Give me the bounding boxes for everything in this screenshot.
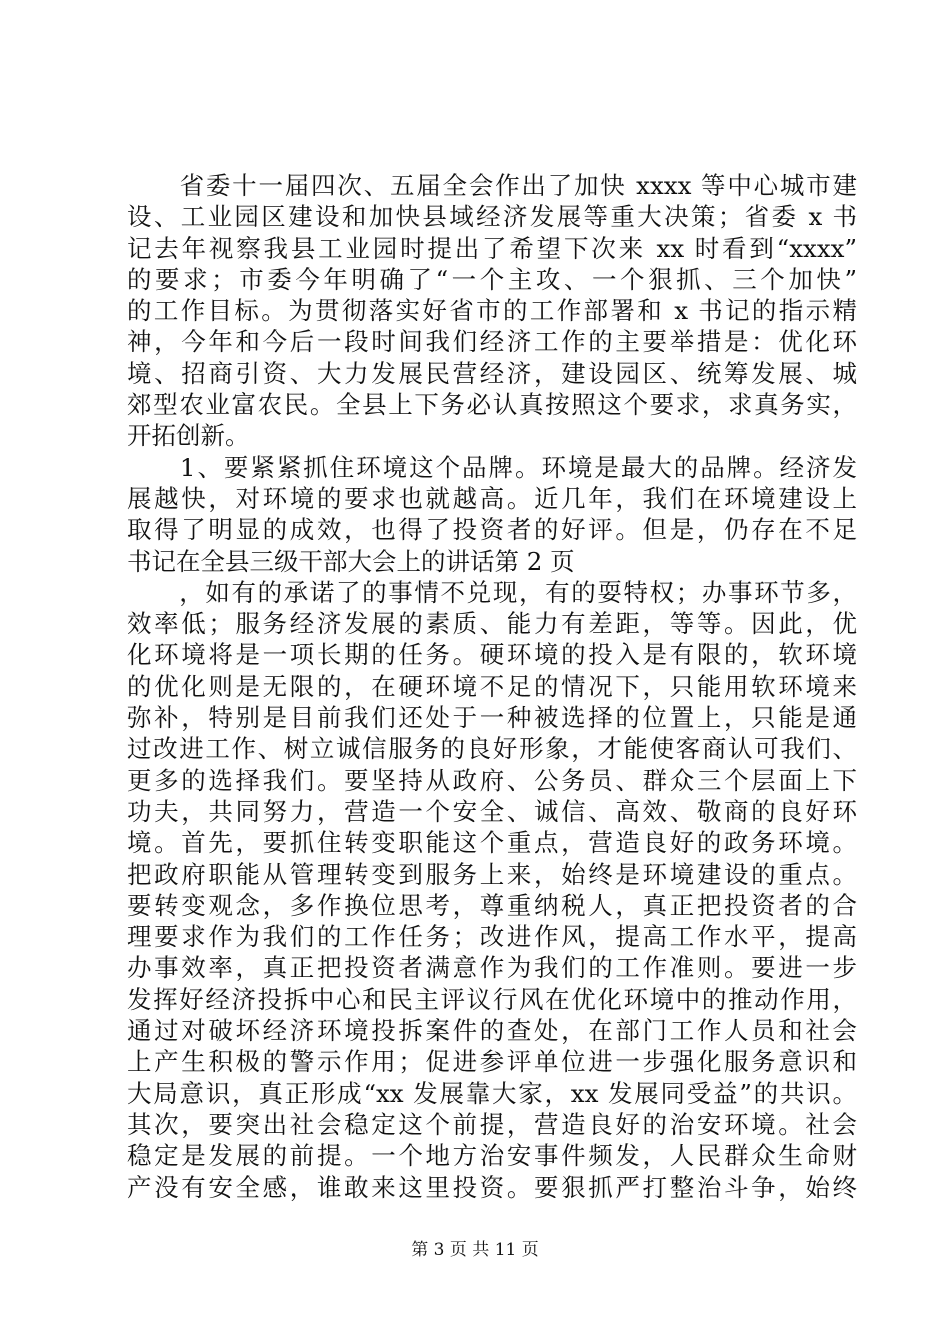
text-line: 更多的选择我们。要坚持从政府、公务员、群众三个层面上下 (127, 765, 857, 795)
text-line: 办事效率，真正把投资者满意作为我们的工作准则。要进一步 (127, 953, 857, 983)
text-line: 通过对破坏经济环境投拆案件的查处，在部门工作人员和社会 (127, 1016, 857, 1046)
text-line: 其次，要突出社会稳定这个前提，营造良好的治安环境。社会 (127, 1109, 857, 1139)
text-line: 展越快，对环境的要求也就越高。近几年，我们在环境建设上 (127, 483, 857, 513)
text-line: 把政府职能从管理转变到服务上来，始终是环境建设的重点。 (127, 859, 857, 889)
text-line: 弥补，特别是目前我们还处于一种被选择的位置上，只能是通 (127, 703, 857, 733)
text-line: 过改进工作、树立诚信服务的良好形象，才能使客商认可我们、 (127, 734, 857, 764)
text-line: 郊型农业富农民。全县上下务必认真按照这个要求，求真务实， (127, 390, 857, 420)
text-line: 的优化则是无限的，在硬环境不足的情况下，只能用软环境来 (127, 671, 857, 701)
text-line: ，如有的承诺了的事情不兑现，有的耍特权；办事环节多， (127, 577, 857, 607)
text-line: 产没有安全感，谁敢来这里投资。要狠抓严打整治斗争，始终 (127, 1172, 857, 1202)
page-break-header: 书记在全县三级干部大会上的讲话第 2 页 (127, 546, 575, 576)
text-line: 效率低；服务经济发展的素质、能力有差距，等等。因此，优 (127, 609, 857, 639)
text-line: 境。首先，要抓住转变职能这个重点，营造良好的政务环境。 (127, 828, 857, 858)
text-line: 稳定是发展的前提。一个地方治安事件频发，人民群众生命财 (127, 1141, 857, 1171)
text-line: 化环境将是一项长期的任务。硬环境的投入是有限的，软环境 (127, 640, 857, 670)
text-line: 上产生积极的警示作用；促进参评单位进一步强化服务意识和 (127, 1047, 857, 1077)
text-line: 发挥好经济投拆中心和民主评议行风在优化环境中的推动作用， (127, 984, 857, 1014)
text-line: 的工作目标。为贯彻落实好省市的工作部署和 x 书记的指示精 (127, 296, 857, 326)
text-line: 要转变观念，多作换位思考，尊重纳税人，真正把投资者的合 (127, 890, 857, 920)
page-footer: 第 3 页 共 11 页 (411, 1240, 539, 1260)
text-line: 省委十一届四次、五届全会作出了加快 xxxx 等中心城市建 (127, 171, 857, 200)
text-line: 的要求；市委今年明确了“一个主攻、一个狠抓、三个加快” (127, 264, 857, 294)
text-line: 开拓创新。 (127, 421, 250, 451)
text-line: 1、要紧紧抓住环境这个品牌。环境是最大的品牌。经济发 (127, 452, 857, 482)
text-line: 取得了明显的成效，也得了投资者的好评。但是，仍存在不足 (127, 515, 857, 545)
text-line: 功夫，共同努力，营造一个安全、诚信、高效、敬商的良好环 (127, 796, 857, 826)
text-line: 神，今年和今后一段时间我们经济工作的主要举措是：优化环 (127, 327, 857, 357)
text-line: 设、工业园区建设和加快县域经济发展等重大决策；省委 x 书 (127, 202, 857, 232)
text-line: 境、招商引资、大力发展民营经济，建设园区、统筹发展、城 (127, 358, 857, 388)
text-line: 记去年视察我县工业园时提出了希望下次来 xx 时看到“xxxx” (127, 233, 857, 263)
text-line: 理要求作为我们的工作任务；改进作风，提高工作水平，提高 (127, 922, 857, 952)
text-line: 大局意识，真正形成“xx 发展靠大家，xx 发展同受益”的共识。 (127, 1078, 857, 1108)
body-text (127, 170, 857, 1203)
